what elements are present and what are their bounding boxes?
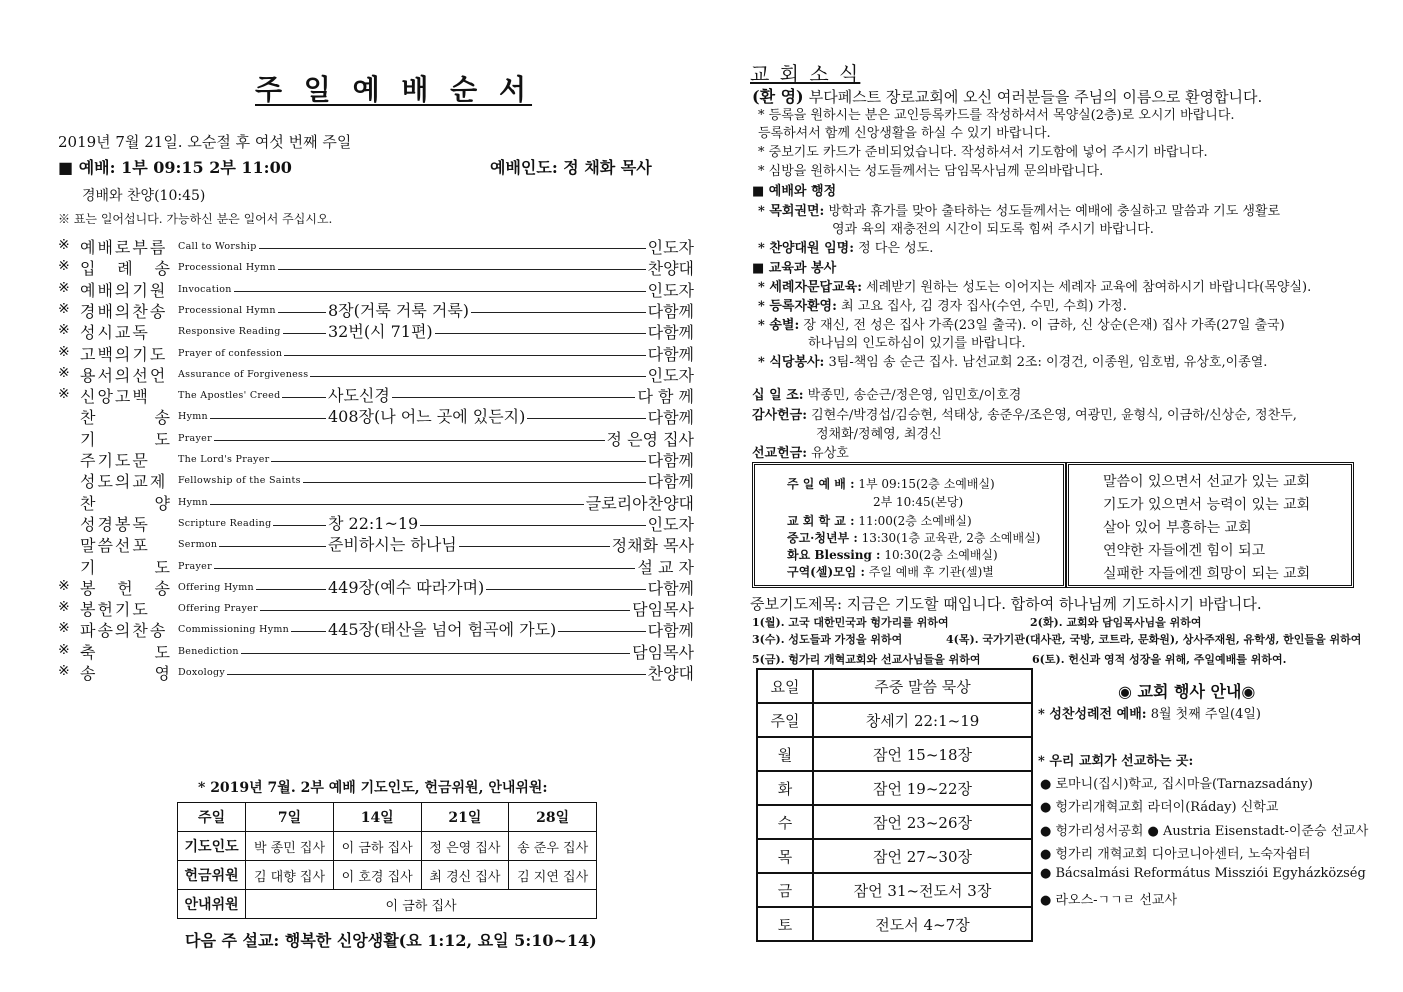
leader-line	[303, 482, 646, 483]
order-item-english: Prayer	[178, 560, 212, 572]
motto-line: 기도가 있으면서 능력이 있는 교회	[1103, 497, 1311, 513]
bible-passage: 창세기 22:1~19	[813, 703, 1032, 737]
tithe-text: 박종민, 송순근/정은영, 임민호/이호경	[807, 388, 1022, 403]
order-item-english: Invocation	[178, 283, 232, 295]
edu-text: 3팀-책임 송 순근 집사. 남선교회 2조: 이경건, 이종원, 임호범, 유상호,이종열.	[828, 355, 1268, 370]
leader-line	[486, 589, 645, 590]
duty-title: * 2019년 7월. 2부 예배 기도인도, 헌금위원, 안내위원:	[198, 780, 548, 796]
duty-cell: 김 대향 집사	[246, 861, 334, 890]
edu-text: 세례받기 원하는 성도는 이어지는 세례자 교육에 참여하시기 바랍니다(목양실).	[866, 280, 1312, 295]
order-item-leader: 다함께	[647, 408, 694, 428]
leader-line	[271, 461, 645, 462]
order-item-english: Doxology	[178, 667, 226, 678]
order-item-name: 찬 송	[80, 408, 172, 428]
schedule-value: 13:30(1층 교육관, 2층 소예배실)	[861, 531, 1041, 545]
bible-passage: 전도서 4~7장	[813, 907, 1032, 941]
pastoral-text-2: 영과 육의 재충전의 시간이 되도록 힘써 주시기 바랍니다.	[832, 222, 1154, 237]
order-row	[58, 427, 694, 448]
schedule-value: 주일 예배 후 기관(셀)별	[868, 565, 994, 579]
mission-item: ● 라오스-ㄱㄱㄹ 선교사	[1040, 893, 1178, 908]
order-item-english: Processional Hymn	[178, 262, 276, 274]
order-item-name: 찬 양	[80, 493, 172, 513]
choir-text: 정 다은 성도.	[858, 241, 934, 256]
stand-mark: ※	[58, 577, 70, 594]
order-item-leader: 설 교 자	[637, 557, 694, 577]
order-item-name: 봉 헌 송	[80, 578, 172, 598]
section-education: ■ 교육과 봉사	[752, 261, 837, 276]
leader-line	[392, 397, 636, 398]
welcome-item: * 심방을 원하시는 성도들께서는 담임목사님께 문의바랍니다.	[758, 164, 1104, 179]
leader-line	[234, 291, 646, 292]
order-item-english: Offering Prayer	[178, 603, 258, 615]
order-item-english: Fellowship of the Saints	[178, 475, 301, 487]
prayer-item: 4(목). 국가기관(대사관, 국방, 코트라, 문화원), 상사주재원, 유학생, 한인들을 위하여	[946, 633, 1362, 646]
welcome-text: 부다페스트 장로교회에 오신 여러분들을 주님의 이름으로 환영합니다.	[808, 88, 1263, 106]
order-row	[58, 661, 694, 682]
schedule-value: 1부 09:15(2층 소예배실)	[858, 477, 995, 491]
leader-line	[420, 525, 645, 526]
order-item-english: Hymn	[178, 411, 208, 423]
order-item-name: 파송의찬송	[80, 621, 168, 641]
bible-passage: 잠언 31~전도서 3장	[813, 873, 1032, 907]
stand-mark: ※	[58, 663, 70, 679]
bible-day: 주일	[757, 703, 813, 737]
duty-row-label: 안내위원	[178, 890, 246, 919]
duty-table	[177, 802, 597, 919]
bible-day: 토	[757, 907, 813, 941]
event-text: 8월 첫째 주일(4일)	[1150, 707, 1262, 722]
order-row	[58, 555, 694, 576]
order-item-english: Call to Worship	[178, 241, 257, 252]
order-item-name: 성도의교제	[80, 472, 168, 492]
page-title: 주 일 예 배 순 서	[255, 73, 533, 106]
date-line: 2019년 7월 21일. 오순절 후 여섯 번째 주일	[58, 133, 352, 151]
leader-line	[278, 269, 646, 270]
order-item-leader: 인도자	[647, 514, 694, 534]
prayer-item: 6(토). 헌신과 영적 성장을 위해, 주일예배를 위하여.	[1032, 653, 1287, 666]
order-item-detail: 8장(거룩 거룩 거룩)	[328, 300, 470, 320]
duty-header: 28일	[509, 803, 597, 832]
duty-cell: 이 금하 집사	[333, 832, 421, 861]
schedule-box	[752, 462, 1066, 588]
stand-mark: ※	[58, 343, 70, 360]
order-row	[58, 363, 694, 384]
mission-item: ● 로마니(집시)학교, 집시마을(Tarnazsadány)	[1040, 777, 1313, 792]
leader-line	[273, 525, 326, 526]
order-item-leader: 다함께	[647, 621, 694, 641]
worship-leader: 예배인도: 정 채화 목사	[490, 158, 652, 177]
duty-cell: 박 종민 집사	[246, 832, 334, 861]
bible-day: 금	[757, 873, 813, 907]
schedule-value: 11:00(2층 소예배실)	[858, 514, 972, 528]
mission-offering-label: 선교헌금:	[752, 446, 808, 461]
order-item-name: 축 도	[80, 642, 172, 662]
bible-reading-table	[756, 668, 1033, 942]
order-row	[58, 576, 694, 597]
order-row	[58, 469, 694, 490]
choir-label: * 찬양대원 임명:	[758, 241, 854, 256]
order-item-name: 송 영	[80, 664, 172, 683]
stand-mark: ※	[58, 364, 70, 381]
order-item-english: Commissioning Hymn	[178, 624, 290, 636]
service-times: ■ 예배: 1부 09:15 2부 11:00	[58, 158, 292, 177]
schedule-label: 주 일 예 배 :	[787, 477, 855, 491]
order-item-leader: 담임목사	[632, 642, 694, 662]
schedule-label: 구역(셀)모임 :	[787, 565, 865, 579]
order-item-name: 말씀선포	[80, 536, 150, 556]
order-item-name: 성시교독	[80, 323, 150, 343]
stand-mark: ※	[58, 258, 70, 275]
order-item-leader: 정채화 목사	[611, 536, 694, 556]
praise-time: 경배와 찬양(10:45)	[82, 188, 206, 204]
leader-line	[558, 631, 645, 632]
stand-mark: ※	[58, 279, 70, 296]
bible-day: 목	[757, 839, 813, 873]
prayer-item: 1(월). 고국 대한민국과 헝가리를 위하여	[752, 616, 949, 629]
motto-box	[1066, 462, 1354, 588]
motto-line: 실패한 자들에겐 희망이 되는 교회	[1103, 566, 1311, 582]
duty-cell: 이 금하 집사	[246, 890, 597, 919]
tithe-label: 십 일 조:	[752, 388, 804, 403]
order-item-english: Assurance of Forgiveness	[178, 368, 309, 380]
leader-line	[210, 418, 326, 419]
next-sermon: 다음 주 설교: 행복한 신앙생활(요 1:12, 요일 5:10~14)	[185, 931, 597, 950]
stand-note: ※ 표는 일어섭니다. 가능하신 분은 일어서 주십시오.	[58, 212, 333, 226]
order-item-name: 주기도문	[80, 451, 150, 470]
order-row	[58, 320, 694, 341]
duty-row-label: 기도인도	[178, 832, 246, 861]
order-item-leader: 다 함 께	[637, 387, 694, 407]
stand-mark: ※	[58, 599, 70, 616]
leader-line	[527, 418, 645, 419]
schedule-label: 화요 Blessing :	[787, 548, 881, 562]
bible-day: 월	[757, 737, 813, 771]
order-item-english: The Lord's Prayer	[178, 454, 270, 465]
order-row	[58, 533, 694, 554]
order-row	[58, 640, 694, 661]
leader-line	[283, 333, 326, 334]
order-item-leader: 다함께	[647, 451, 694, 470]
mission-offering-text: 유상호	[811, 446, 849, 461]
order-item-name: 입 례 송	[80, 259, 172, 279]
order-item-name: 용서의선언	[80, 365, 168, 385]
bible-day: 화	[757, 771, 813, 805]
order-item-leader: 인도자	[647, 280, 694, 300]
bible-day: 수	[757, 805, 813, 839]
edu-text: 장 재신, 전 성은 집사 가족(23일 출국). 이 금하, 신 상순(은재) 집사 가족(27일 출국)	[803, 318, 1285, 333]
leader-line	[219, 546, 326, 547]
duty-cell: 정 은영 집사	[421, 832, 509, 861]
mission-item: ● 헝가리 개혁교회 디아코니아센터, 노숙자쉼터	[1040, 847, 1311, 862]
stand-mark: ※	[58, 620, 70, 637]
leader-line	[459, 546, 610, 547]
prayer-item: 2(화). 교회와 담임목사님을 위하여	[1030, 616, 1202, 629]
order-row	[58, 448, 694, 469]
order-item-leader: 찬양대	[647, 259, 694, 279]
order-item-leader: 인도자	[647, 238, 694, 257]
order-row	[58, 491, 694, 512]
order-item-english: Prayer of confession	[178, 347, 283, 359]
order-item-leader: 글로리아찬양대	[585, 493, 694, 513]
order-item-name: 경배의찬송	[80, 301, 168, 321]
motto-line: 연약한 자들에겐 힘이 되고	[1103, 543, 1266, 559]
duty-cell: 이 호경 집사	[333, 861, 421, 890]
stand-mark: ※	[58, 322, 70, 339]
order-item-detail: 준비하시는 하나님	[328, 535, 457, 555]
order-item-name: 기 도	[80, 557, 172, 577]
edu-text: 최 고요 집사, 김 경자 집사(수연, 수민, 수희) 가정.	[841, 299, 1127, 314]
bible-passage: 잠언 19~22장	[813, 771, 1032, 805]
edu-text: 하나님의 인도하심이 있기를 바랍니다.	[808, 336, 1026, 351]
section-worship-admin: ■ 예배와 행정	[752, 184, 837, 199]
edu-label: * 식당봉사:	[758, 355, 825, 370]
order-item-detail: 창 22:1~19	[328, 513, 419, 533]
stand-mark: ※	[58, 237, 70, 253]
welcome-item: 등록하셔서 함께 신앙생활을 하실 수 있기 바랍니다.	[758, 126, 1051, 141]
leader-line	[278, 312, 326, 313]
order-item-name: 예배의기원	[80, 280, 168, 300]
order-row	[58, 597, 694, 618]
order-item-leader: 다함께	[647, 578, 694, 598]
bible-header: 주중 말씀 묵상	[813, 669, 1032, 703]
pastoral-label: * 목회권면:	[758, 204, 825, 219]
duty-header: 14일	[333, 803, 421, 832]
edu-label: * 등록자환영:	[758, 299, 837, 314]
prayer-item: 5(금). 헝가리 개혁교회와 선교사님들을 위하여	[752, 653, 981, 666]
mission-item: ● Bácsalmási Református Missziói Egyházközség	[1040, 866, 1366, 881]
order-item-name: 예배로부름	[80, 238, 168, 257]
duty-cell: 최 경신 집사	[421, 861, 509, 890]
leader-line	[310, 376, 645, 377]
order-item-leader: 다함께	[647, 323, 694, 343]
schedule-value: 10:30(2층 소예배실)	[884, 548, 998, 562]
thanks-text-2: 정채화/정혜영, 최경신	[816, 427, 942, 442]
leader-line	[435, 333, 646, 334]
order-item-english: Responsive Reading	[178, 326, 281, 338]
order-item-leader: 담임목사	[632, 600, 694, 620]
pastoral-text: 방학과 휴가를 맞아 출타하는 성도들께서는 예배에 충실하고 말씀과 기도 생활로	[828, 204, 1281, 219]
leader-line	[256, 589, 326, 590]
thanks-label: 감사헌금:	[752, 408, 808, 423]
duty-header: 주일	[178, 803, 246, 832]
leader-line	[471, 312, 646, 313]
order-item-leader: 정 은영 집사	[606, 429, 694, 449]
order-item-leader: 다함께	[647, 301, 694, 321]
leader-line	[214, 568, 636, 569]
order-item-detail: 408장(나 어느 곳에 있든지)	[328, 407, 526, 427]
order-item-name: 고백의기도	[80, 344, 168, 364]
order-item-english: Processional Hymn	[178, 304, 276, 316]
bible-passage: 잠언 27~30장	[813, 839, 1032, 873]
order-item-leader: 다함께	[647, 344, 694, 364]
order-item-name: 기 도	[80, 429, 172, 449]
duty-row-label: 헌금위원	[178, 861, 246, 890]
bible-passage: 잠언 23~26장	[813, 805, 1032, 839]
duty-header: 21일	[421, 803, 509, 832]
order-item-name: 봉헌기도	[80, 600, 150, 620]
motto-line: 살아 있어 부흥하는 교회	[1103, 520, 1252, 536]
leader-line	[284, 355, 645, 356]
leader-line	[282, 397, 326, 398]
welcome-item: * 등록을 원하시는 분은 교인등록카드를 작성하셔서 목양실(2층)로 오시기 바랍니다.	[758, 108, 1235, 123]
prayer-title: 중보기도제목: 지금은 기도할 때입니다. 합하여 하나님께 기도하시기 바랍니다.	[750, 595, 1262, 613]
welcome-label: (환 영)	[752, 87, 804, 106]
leader-line	[227, 674, 646, 675]
schedule-label: 중고·청년부 :	[787, 531, 858, 545]
order-item-leader: 찬양대	[647, 664, 694, 683]
order-item-detail: 445장(태산을 넘어 험곡에 가도)	[328, 620, 557, 640]
order-item-name: 신앙고백	[80, 387, 150, 407]
mission-item: ● 헝가리성서공회 ● Austria Eisenstadt-이준승 선교사	[1040, 824, 1369, 839]
order-item-detail: 사도신경	[328, 386, 390, 406]
order-row	[58, 278, 694, 299]
order-item-english: Scripture Reading	[178, 517, 272, 529]
duty-cell: 김 지연 집사	[509, 861, 597, 890]
thanks-text: 김현수/박경섭/김승현, 석태상, 송준우/조은영, 여광민, 윤형식, 이금하/신상순, 정찬두,	[811, 408, 1297, 423]
leader-line	[259, 248, 646, 249]
order-item-leader: 인도자	[647, 365, 694, 385]
motto-line: 말씀이 있으면서 선교가 있는 교회	[1103, 474, 1311, 490]
order-row	[58, 299, 694, 320]
order-item-name: 성경봉독	[80, 514, 150, 534]
bible-header: 요일	[757, 669, 813, 703]
edu-label: * 세례자문답교육:	[758, 280, 863, 295]
welcome-item: * 중보기도 카드가 준비되었습니다. 작성하셔서 기도함에 넣어 주시기 바랍니다.	[758, 145, 1208, 160]
stand-mark: ※	[58, 641, 70, 658]
order-row	[58, 256, 694, 277]
leader-line	[210, 504, 584, 505]
news-heading: 교 회 소 식	[750, 62, 861, 86]
order-item-english: Offering Hymn	[178, 581, 254, 593]
order-row	[58, 342, 694, 363]
missions-title: * 우리 교회가 선교하는 곳:	[1038, 754, 1194, 769]
order-row	[58, 512, 694, 533]
stand-mark: ※	[58, 386, 70, 403]
schedule-label: 교 회 학 교 :	[787, 514, 855, 528]
order-item-detail: 449장(예수 따라가며)	[328, 577, 485, 597]
bible-passage: 잠언 15~18장	[813, 737, 1032, 771]
order-row	[58, 405, 694, 426]
order-row	[58, 618, 694, 639]
events-title: ◉ 교회 행사 안내◉	[1118, 682, 1256, 701]
duty-header: 7일	[246, 803, 334, 832]
order-item-english: Prayer	[178, 432, 212, 444]
edu-label: * 송별:	[758, 318, 800, 333]
order-item-english: Sermon	[178, 539, 218, 551]
order-item-english: Benediction	[178, 645, 239, 657]
order-item-leader: 다함께	[647, 472, 694, 492]
leader-line	[260, 610, 630, 611]
order-row	[58, 235, 694, 256]
prayer-item: 3(수). 성도들과 가정을 위하여	[752, 633, 903, 646]
mission-item: ● 헝가리개혁교회 라더이(Ráday) 신학교	[1040, 800, 1279, 815]
order-item-english: The Apostles' Creed	[178, 390, 281, 402]
order-item-english: Hymn	[178, 496, 208, 508]
order-item-detail: 32번(시 71편)	[328, 322, 433, 342]
stand-mark: ※	[58, 300, 70, 317]
duty-cell: 송 준우 집사	[509, 832, 597, 861]
event-label: * 성찬성례전 예배:	[1038, 707, 1147, 722]
schedule-value: 2부 10:45(본당)	[873, 495, 964, 509]
leader-line	[241, 653, 630, 654]
leader-line	[214, 440, 605, 441]
order-row	[58, 384, 694, 405]
leader-line	[291, 631, 326, 632]
